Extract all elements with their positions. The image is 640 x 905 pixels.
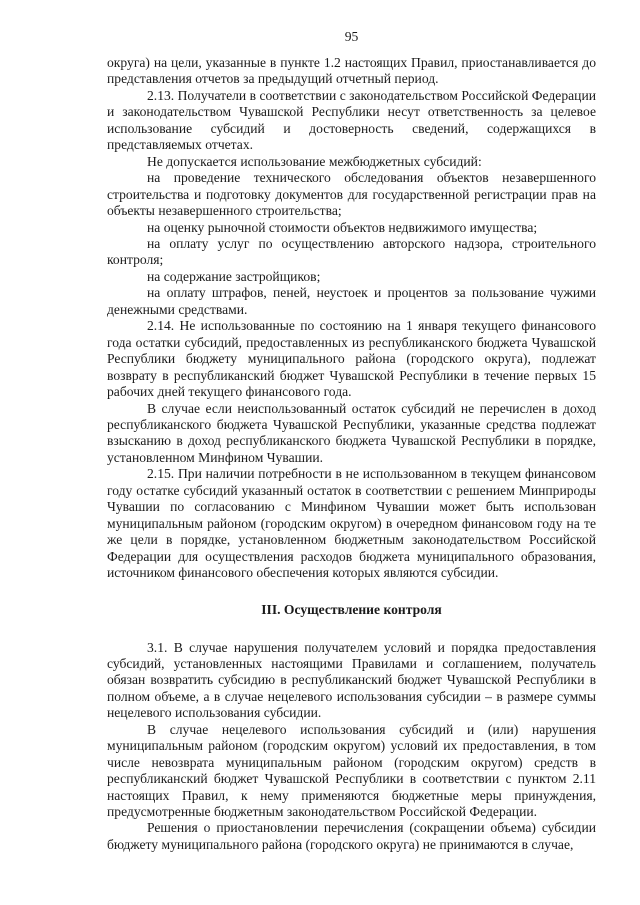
paragraph-prohibition-intro: Не допускается использование межбюджетных субсидий: bbox=[147, 153, 482, 169]
paragraph-misuse-measures: В случае нецелевого использования субсидий и (или) нарушения муниципальным районом (городским округом) условий их предоставления, в том числе невозврата муниципальным районом (городским округом) средств в республиканский бюджет Чувашской Республики в соответствии с пунктом 2.11 настоящих Правил, к нему применяются бюджетные меры принуждения, предусмотренные бюджетным законодательством Российской Федерации. bbox=[107, 721, 596, 820]
paragraph-continuation: округа) на цели, указанные в пункте 1.2 настоящих Правил, приостанавливается до представления отчетов за предыдущий отчетный период. bbox=[107, 55, 596, 87]
list-item-developer-maintenance: на содержание застройщиков; bbox=[147, 268, 321, 284]
paragraph-2-15: 2.15. При наличии потребности в не использованном в текущем финансовом году остатке субсидий указанный остаток в соответствии с решением Минприроды Чувашии по согласованию с Минфином Чувашии может быть использован муниципальным районом (городским округом) в очередном финансовом году на те же цели в порядке, установленном бюджетным законодательством Российской Федерации для осуществления расходов бюджета муниципального образования, источником финансового обеспечения которых являются субсидии. bbox=[107, 466, 596, 581]
document-page bbox=[107, 28, 596, 853]
section-two-body bbox=[107, 55, 596, 582]
section-three-body bbox=[107, 640, 596, 854]
paragraph-3-1: 3.1. В случае нарушения получателем условий и порядка предоставления субсидий, установленных настоящими Правилами и соглашением, получатель обязан возвратить субсидию в республиканский бюджет Чувашской Республики в полном объеме, а в случае нецелевого использования субсидии – в размере суммы нецелевого использования субсидии. bbox=[107, 639, 596, 721]
paragraph-unused-balance-recovery: В случае если неиспользованный остаток субсидий не перечислен в доход республиканского бюджета Чувашской Республики, указанные средства подлежат взысканию в доход республиканского бюджета Чувашской Республики в порядке, установленном Минфином Чувашии. bbox=[107, 400, 596, 465]
list-item-technical-survey: на проведение технического обследования объектов незавершенного строительства и подготовку документов для государственной регистрации прав на объекты незавершенного строительства; bbox=[107, 170, 596, 219]
paragraph-2-13: 2.13. Получатели в соответствии с законодательством Российской Федерации и законодательством Чувашской Республики несут ответственность за целевое использование субсидий и достоверность сведений, содержащихся в представляемых отчетах. bbox=[107, 87, 596, 153]
page-number: 95 bbox=[344, 29, 359, 44]
list-item-fines-penalties: на оплату штрафов, пеней, неустоек и процентов за пользование чужими денежными средствами. bbox=[107, 285, 596, 317]
list-item-market-valuation: на оценку рыночной стоимости объектов недвижимого имущества; bbox=[147, 219, 538, 235]
paragraph-suspension-decisions: Решения о приостановлении перечисления (сокращении объема) субсидии бюджету муниципального района (городского округа) не принимаются в случае, bbox=[107, 820, 596, 852]
list-item-author-supervision: на оплату услуг по осуществлению авторского надзора, строительного контроля; bbox=[107, 235, 596, 268]
section-heading: III. Осуществление контроля bbox=[261, 601, 442, 617]
paragraph-2-14: 2.14. Не использованные по состоянию на 1 января текущего финансового года остатки субсидий, предоставленных из республиканского бюджета Чувашской Республики бюджету муниципального района (городского округа), подлежат возврату в республиканский бюджет Чувашской Республики в течение первых 15 рабочих дней текущего финансового года. bbox=[107, 318, 596, 400]
